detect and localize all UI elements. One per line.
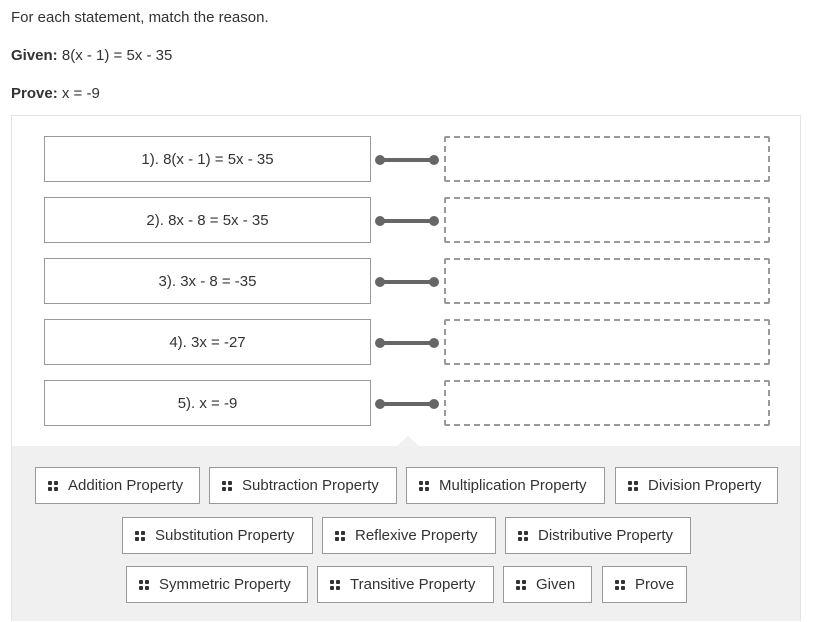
match-row xyxy=(44,197,770,243)
connector xyxy=(375,216,439,226)
reason-tile-label: Prove xyxy=(635,576,675,593)
drag-handle-icon xyxy=(419,481,429,491)
reason-tile-substitution-property[interactable] xyxy=(122,517,313,554)
reason-tile-label: Symmetric Property xyxy=(159,576,291,593)
statement-5: 5). x = -9 xyxy=(44,380,371,426)
match-row xyxy=(44,258,770,304)
reason-tile-label: Reflexive Property xyxy=(355,527,478,544)
matching-panel xyxy=(11,115,801,621)
reason-tile-label: Distributive Property xyxy=(538,527,674,544)
drag-handle-icon xyxy=(518,531,528,541)
statement-3: 3). 3x - 8 = -35 xyxy=(44,258,371,304)
connector xyxy=(375,338,439,348)
instruction-text: For each statement, match the reason. xyxy=(11,9,269,26)
reason-tile-label: Substitution Property xyxy=(155,527,295,544)
reason-tile-addition-property[interactable] xyxy=(35,467,200,504)
reason-tile-reflexive-property[interactable] xyxy=(322,517,496,554)
drag-handle-icon xyxy=(135,531,145,541)
reason-tile-prove[interactable] xyxy=(602,566,687,603)
tray-pointer xyxy=(397,436,419,446)
reason-tile-division-property[interactable] xyxy=(615,467,778,504)
given-line xyxy=(11,47,172,64)
reason-tile-distributive-property[interactable] xyxy=(505,517,691,554)
statement-4: 4). 3x = -27 xyxy=(44,319,371,365)
reason-tray xyxy=(12,446,800,621)
reason-tile-label: Given xyxy=(536,576,576,593)
drag-handle-icon xyxy=(330,580,340,590)
reason-drop-zone-3[interactable] xyxy=(444,258,770,304)
prove-label: Prove: xyxy=(11,85,58,102)
given-value: 8(x - 1) = 5x - 35 xyxy=(61,47,173,64)
statement-1: 1). 8(x - 1) = 5x - 35 xyxy=(44,136,371,182)
reason-tile-label: Addition Property xyxy=(68,477,184,494)
reason-tile-symmetric-property[interactable] xyxy=(126,566,308,603)
reason-tile-label: Multiplication Property xyxy=(439,477,587,494)
prove-line xyxy=(11,85,100,102)
drag-handle-icon xyxy=(628,481,638,491)
reason-tile-subtraction-property[interactable] xyxy=(209,467,397,504)
drag-handle-icon xyxy=(516,580,526,590)
match-row xyxy=(44,319,770,365)
reason-tile-label: Division Property xyxy=(648,477,762,494)
connector xyxy=(375,155,439,165)
reason-drop-zone-4[interactable] xyxy=(444,319,770,365)
reason-tile-label: Subtraction Property xyxy=(242,477,379,494)
drag-handle-icon xyxy=(335,531,345,541)
drag-handle-icon xyxy=(615,580,625,590)
connector xyxy=(375,277,439,287)
drag-handle-icon xyxy=(222,481,232,491)
match-row xyxy=(44,380,770,426)
reason-drop-zone-1[interactable] xyxy=(444,136,770,182)
prove-value: x = -9 xyxy=(61,85,100,102)
statement-2: 2). 8x - 8 = 5x - 35 xyxy=(44,197,371,243)
reason-tile-transitive-property[interactable] xyxy=(317,566,494,603)
reason-tile-multiplication-property[interactable] xyxy=(406,467,605,504)
match-row xyxy=(44,136,770,182)
reason-tile-given[interactable] xyxy=(503,566,592,603)
reason-tile-label: Transitive Property xyxy=(350,576,476,593)
connector xyxy=(375,399,439,409)
given-label: Given: xyxy=(11,47,58,64)
drag-handle-icon xyxy=(48,481,58,491)
reason-drop-zone-5[interactable] xyxy=(444,380,770,426)
drag-handle-icon xyxy=(139,580,149,590)
reason-drop-zone-2[interactable] xyxy=(444,197,770,243)
